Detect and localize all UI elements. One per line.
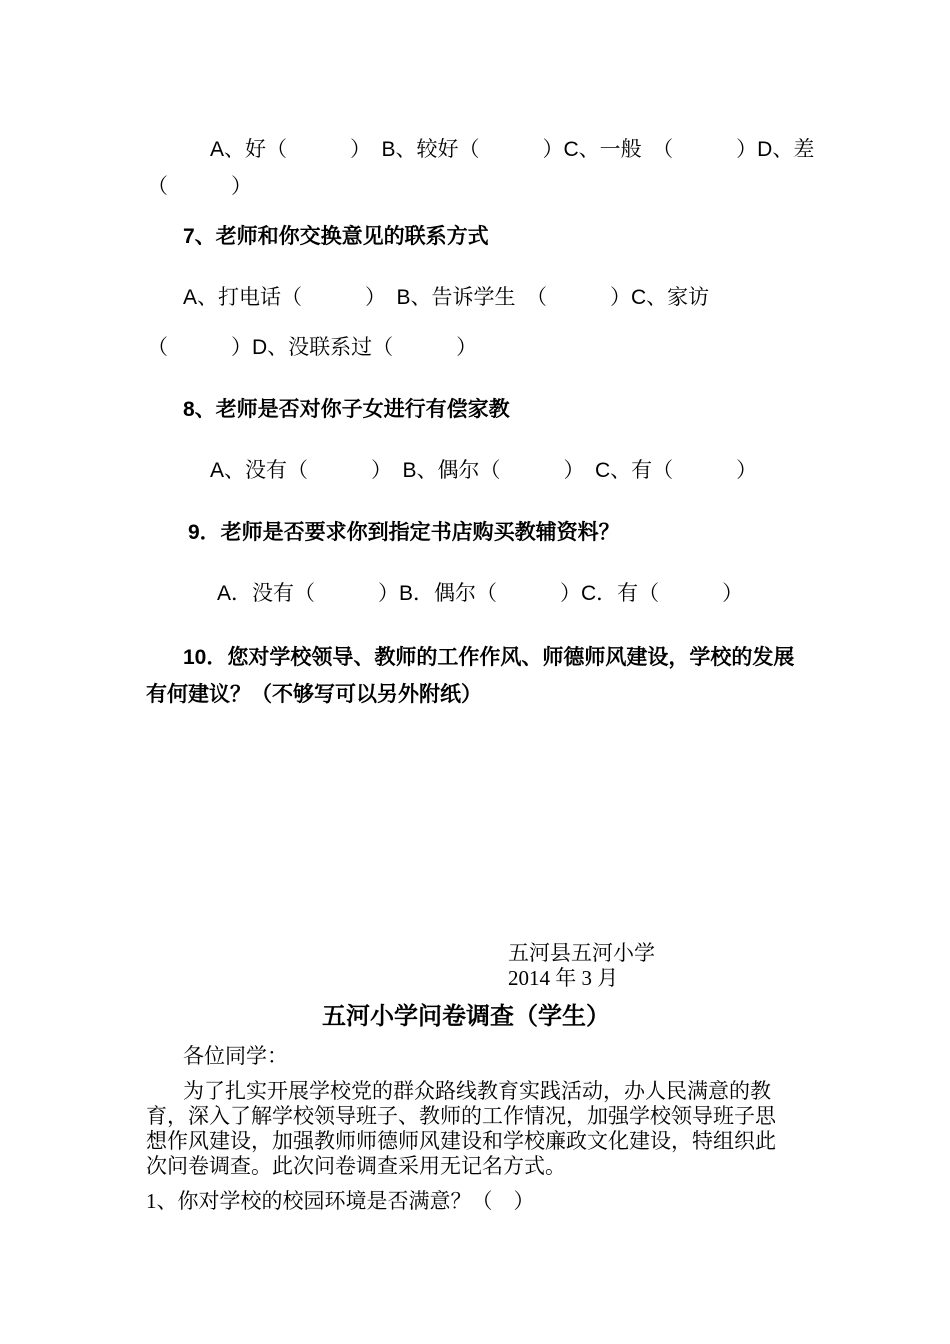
- q6-options-line-1: A、好（ ） B、较好（ ）C、一般 （ ）D、差: [210, 138, 815, 161]
- signature-org: 五河县五河小学: [508, 941, 655, 965]
- q10-line-2: 有何建议？（不够写可以另外附纸）: [146, 683, 482, 706]
- survey-intro-line-3: 想作风建设，加强教师师德师风建设和学校廉政文化建设，特组织此: [146, 1129, 776, 1153]
- survey-title: 五河小学问卷调查（学生）: [322, 1002, 610, 1030]
- survey-intro-line-1: 为了扎实开展学校党的群众路线教育实践活动，办人民满意的教: [183, 1079, 771, 1103]
- q7-options-line-2: （ ）D、没联系过（ ）: [147, 336, 478, 359]
- q8-options: A、没有（ ） B、偶尔（ ） C、有（ ）: [210, 459, 758, 482]
- survey-intro-line-2: 育，深入了解学校领导班子、教师的工作情况，加强学校领导班子思: [146, 1104, 776, 1128]
- q8-title: 8、老师是否对你子女进行有偿家教: [183, 398, 510, 421]
- q9-title: 9．老师是否要求你到指定书店购买教辅资料？: [188, 521, 620, 544]
- q10-line-1: 10．您对学校领导、教师的工作作风、师德师风建设，学校的发展: [183, 646, 795, 669]
- survey-q1: 1、你对学校的校园环境是否满意？（ ）: [146, 1189, 535, 1213]
- q7-options-line-1: A、打电话（ ） B、告诉学生 （ ）C、家访: [183, 286, 710, 309]
- q6-options-line-2: （ ）: [147, 175, 252, 198]
- q7-title: 7、老师和你交换意见的联系方式: [183, 225, 489, 248]
- survey-intro-line-4: 次问卷调查。此次问卷调查采用无记名方式。: [146, 1154, 566, 1178]
- signature-date: 2014 年 3 月: [508, 966, 619, 990]
- q9-options: A．没有（ ）B．偶尔（ ）C．有（ ）: [217, 582, 744, 605]
- survey-greeting: 各位同学：: [183, 1044, 288, 1068]
